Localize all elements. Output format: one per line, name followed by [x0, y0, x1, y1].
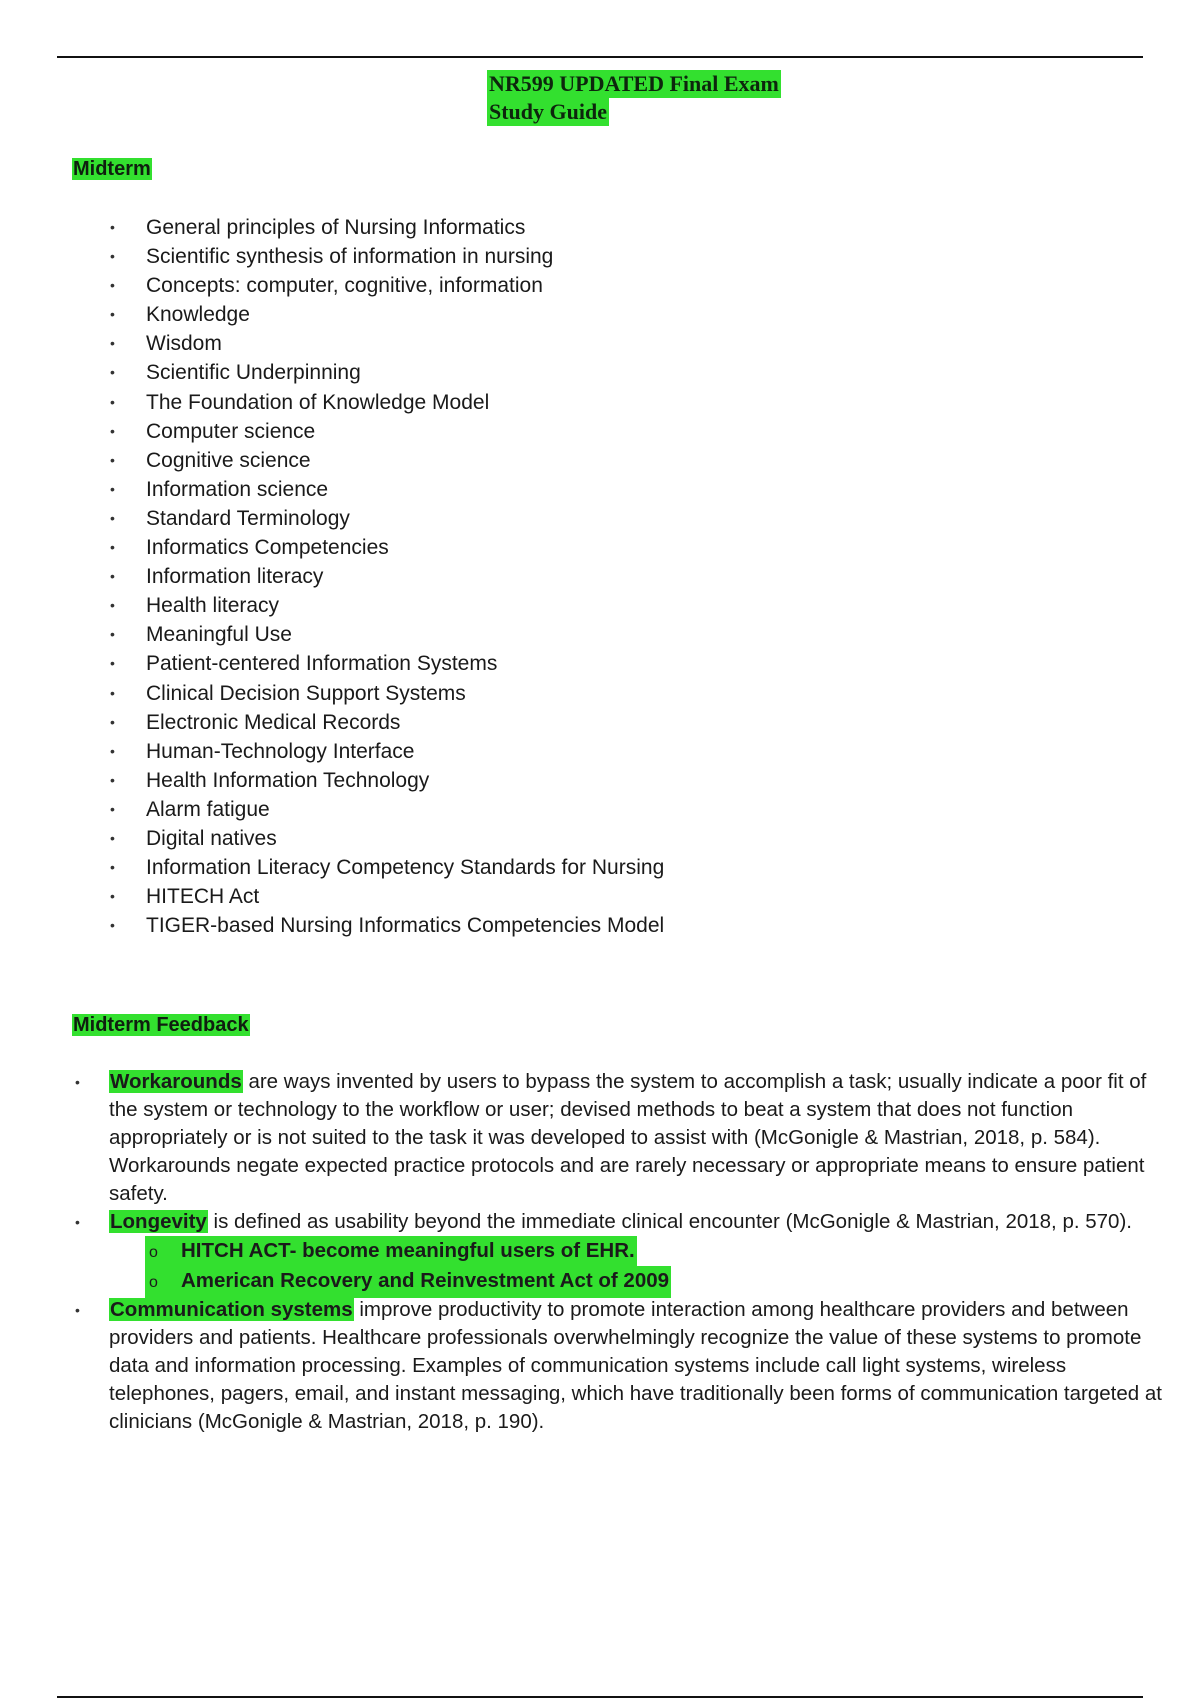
bullet-icon: •	[110, 480, 115, 497]
bullet-icon: •	[110, 509, 115, 526]
topic-item	[110, 649, 664, 678]
topic-text: Electronic Medical Records	[146, 710, 401, 734]
bullet-icon: •	[75, 1074, 80, 1090]
feedback-subitem-text: American Recovery and Reinvestment Act of 2009	[181, 1269, 670, 1292]
topic-item	[110, 300, 664, 329]
feedback-text: improve productivity to promote interaction among healthcare providers and between providers and patients. Healthcare professionals overwhelmingly recognize the value of these systems to promote data and information processing. Examples of communication systems include call light systems, wireless telephones, pagers, email, and instant messaging, which have traditionally been forms of communication targeted at clinicians (McGonigle & Mastrian, 2018, p. 190).	[109, 1298, 1162, 1433]
bullet-icon: •	[110, 742, 115, 759]
bullet-icon: •	[110, 248, 115, 265]
top-rule	[57, 56, 1143, 58]
topic-item	[110, 417, 664, 446]
feedback-item	[72, 1068, 1162, 1208]
bullet-icon: •	[110, 684, 115, 701]
bottom-rule	[57, 1696, 1143, 1698]
feedback-item	[72, 1208, 1162, 1296]
topic-text: Cognitive science	[146, 448, 311, 472]
bullet-icon: •	[110, 364, 115, 381]
bullet-icon: •	[110, 219, 115, 235]
bullet-icon: •	[110, 422, 115, 439]
bullet-icon: •	[110, 829, 115, 846]
topic-item	[110, 329, 664, 358]
midterm-heading	[72, 156, 152, 183]
topic-item	[110, 562, 664, 591]
bullet-icon: •	[110, 888, 115, 905]
midterm-heading-text: Midterm	[73, 158, 151, 180]
topic-text: HITECH Act	[146, 885, 260, 909]
bullet-icon: •	[110, 713, 115, 730]
bullet-icon: •	[110, 568, 115, 585]
feedback-term: Longevity	[110, 1210, 207, 1233]
midterm-topic-list	[110, 213, 664, 940]
bullet-icon: •	[110, 451, 115, 468]
feedback-heading-text: Midterm Feedback	[73, 1014, 249, 1036]
topic-text: Wisdom	[146, 332, 222, 356]
topic-text: General principles of Nursing Informatics	[146, 216, 526, 239]
topic-text: Patient-centered Information Systems	[146, 652, 498, 676]
bullet-icon: •	[75, 1302, 80, 1318]
topic-text: Health literacy	[146, 594, 280, 618]
topic-text: Concepts: computer, cognitive, information	[146, 274, 543, 298]
topic-item	[110, 504, 664, 533]
feedback-text: is defined as usability beyond the immediate clinical encounter (McGonigle & Mastrian, 2018, p. 570).	[207, 1210, 1132, 1233]
topic-text: Information literacy	[146, 565, 324, 589]
topic-item	[110, 911, 664, 940]
topic-text: TIGER-based Nursing Informatics Competencies Model	[146, 914, 665, 938]
topic-item	[110, 358, 664, 387]
topic-item	[110, 708, 664, 737]
topic-item	[110, 242, 664, 271]
bullet-icon: •	[110, 771, 115, 788]
topic-text: Clinical Decision Support Systems	[146, 681, 466, 705]
topic-text: Alarm fatigue	[146, 797, 270, 821]
topic-text: Meaningful Use	[146, 623, 292, 647]
bullet-icon: •	[110, 335, 115, 352]
bullet-icon: •	[110, 306, 115, 323]
document-title	[487, 70, 781, 126]
topic-text: Knowledge	[146, 303, 250, 327]
topic-item	[110, 620, 664, 649]
topic-text: Standard Terminology	[146, 506, 350, 530]
feedback-term: Communication systems	[110, 1298, 353, 1321]
bullet-icon: •	[110, 917, 115, 934]
feedback-list	[72, 1068, 1162, 1436]
topic-item	[110, 795, 664, 824]
topic-text: Computer science	[146, 419, 316, 443]
feedback-item	[72, 1296, 1162, 1436]
topic-item	[110, 533, 664, 562]
bullet-icon: •	[110, 800, 115, 817]
feedback-heading	[72, 1012, 250, 1039]
topic-text: Information Literacy Competency Standards for Nursing	[146, 856, 665, 880]
topic-item	[110, 853, 664, 882]
feedback-sublist	[109, 1236, 1162, 1296]
topic-item	[110, 591, 664, 620]
title-line-2: Study Guide	[489, 99, 607, 124]
bullet-icon: •	[110, 539, 115, 556]
topic-item	[110, 475, 664, 504]
topic-item	[110, 213, 664, 242]
topic-text: Human-Technology Interface	[146, 739, 415, 763]
bullet-icon: •	[110, 277, 115, 294]
topic-text: The Foundation of Knowledge Model	[146, 390, 490, 414]
topic-item	[110, 446, 664, 475]
topic-text: Digital natives	[146, 826, 277, 850]
topic-item	[110, 388, 664, 417]
circle-bullet-icon: o	[149, 1244, 158, 1261]
topic-item	[110, 766, 664, 795]
topic-item	[110, 882, 664, 911]
topic-text: Information science	[146, 477, 329, 501]
topic-text: Informatics Competencies	[146, 536, 389, 560]
feedback-term: Workarounds	[110, 1070, 242, 1093]
feedback-subitem-text: HITCH ACT- become meaningful users of EHR.	[181, 1239, 635, 1262]
circle-bullet-icon: o	[149, 1274, 158, 1291]
topic-text: Scientific synthesis of information in nursing	[146, 245, 554, 269]
topic-item	[110, 271, 664, 300]
topic-item	[110, 737, 664, 766]
bullet-icon: •	[110, 655, 115, 672]
feedback-text: are ways invented by users to bypass the system to accomplish a task; usually indicate a poor fit of the system or technology to the workflow or user; devised methods to beat a system that does not function appropriately or is not suited to the task it was developed to assist with (McGonigle & Mastrian, 2018, p. 584). Workarounds negate expected practice protocols and are rarely necessary or appropriate means to ensure patient safety.	[109, 1070, 1147, 1205]
bullet-icon: •	[110, 597, 115, 614]
topic-text: Health Information Technology	[146, 768, 430, 792]
bullet-icon: •	[110, 859, 115, 876]
title-line-1: NR599 UPDATED Final Exam	[489, 71, 779, 96]
topic-text: Scientific Underpinning	[146, 361, 361, 385]
feedback-subitem	[145, 1266, 1162, 1296]
bullet-icon: •	[110, 393, 115, 410]
feedback-subitem	[145, 1236, 1162, 1266]
bullet-icon: •	[110, 626, 115, 643]
topic-item	[110, 679, 664, 708]
bullet-icon: •	[75, 1214, 80, 1230]
topic-item	[110, 824, 664, 853]
